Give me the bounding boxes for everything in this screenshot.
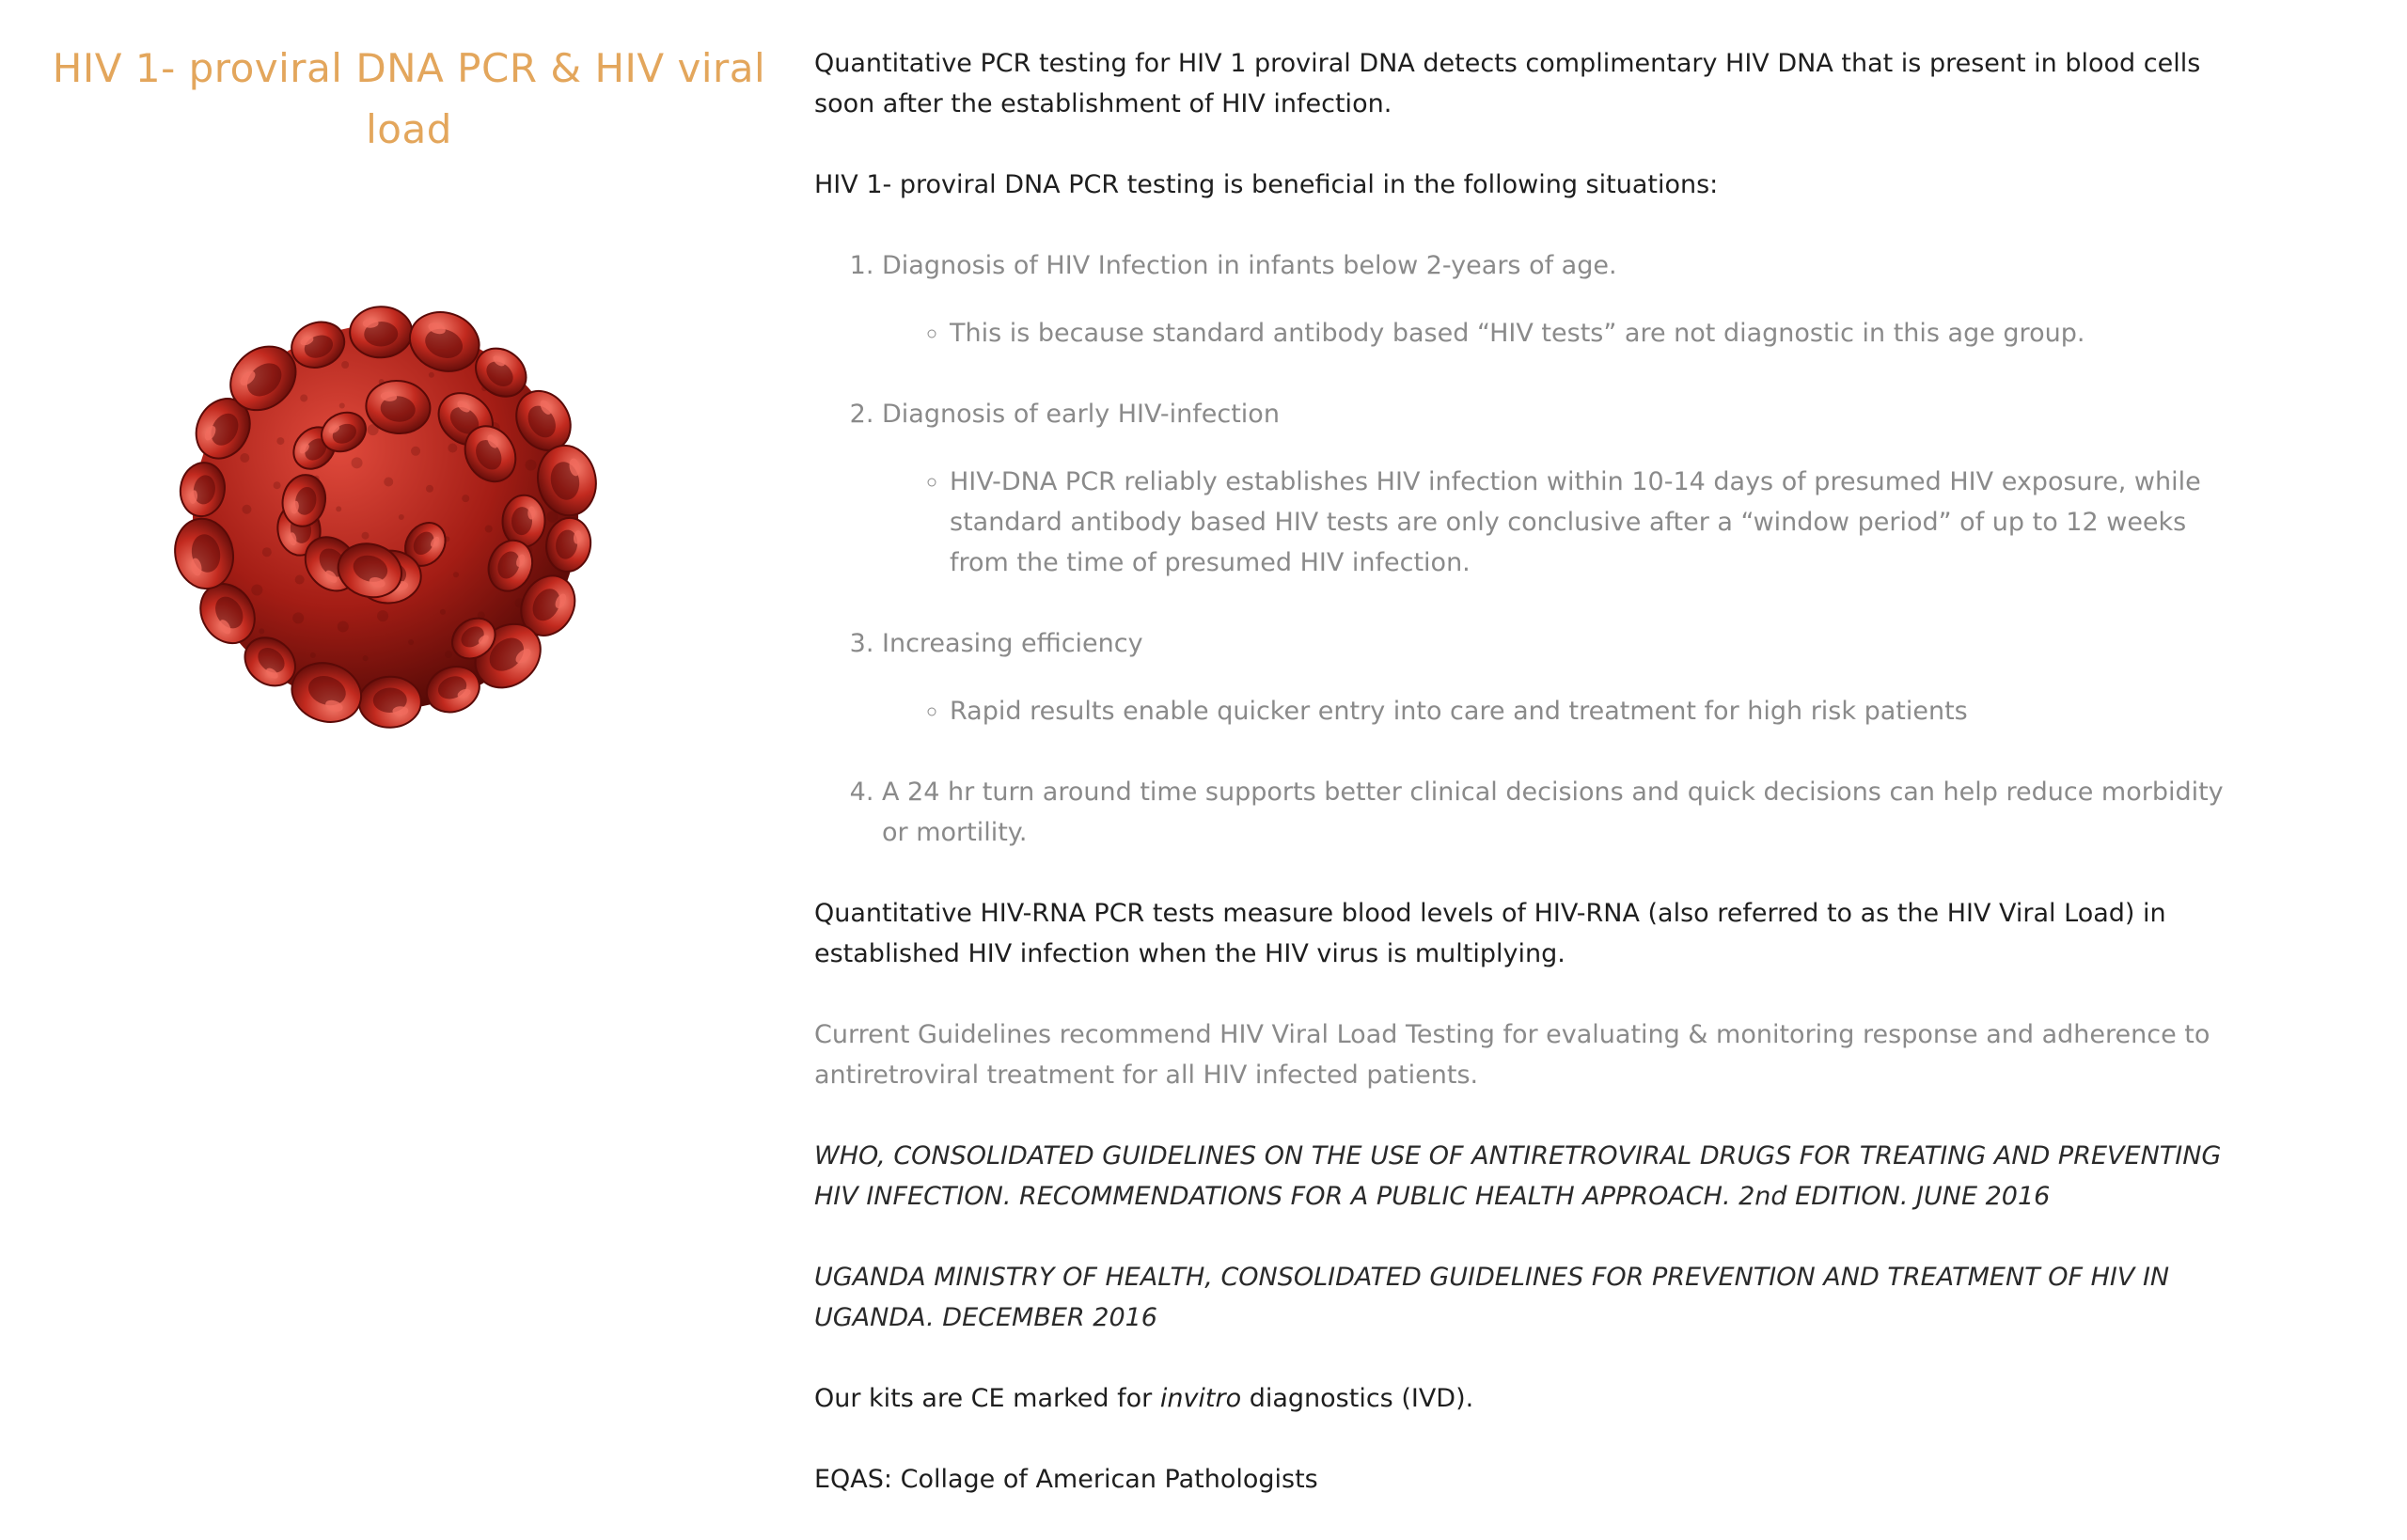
ce-mark-emphasis: invitro (1159, 1384, 1242, 1413)
situation-item (882, 394, 2243, 583)
situation-subitem: ◦ HIV-DNA PCR reliably establishes HIV infection within 10-14 days of presumed HIV exposure, while standard antibody based HIV tests are only conclusive after a “window period” of up to 12 weeks from the time of presumed HIV infection. (950, 462, 2243, 583)
situation-text: Diagnosis of HIV Infection in infants below 2-years of age. (882, 251, 1617, 280)
situation-item (882, 772, 2243, 853)
left-column (38, 38, 780, 160)
situation-sublist (882, 313, 2243, 354)
situation-sublist (882, 462, 2243, 583)
eqas-paragraph: EQAS: Collage of American Pathologists (814, 1465, 1318, 1494)
situation-item (882, 245, 2243, 354)
rna-paragraph: Quantitative HIV-RNA PCR tests measure blood levels of HIV-RNA (also referred to as the HIV Viral Load) in established HIV infection when the HIV virus is multiplying. (814, 899, 2166, 968)
ce-mark-paragraph (814, 1378, 2243, 1419)
situation-subitem: ◦ Rapid results enable quicker entry into care and treatment for high risk patients (950, 691, 2243, 731)
situation-sublist (882, 691, 2243, 731)
situations-heading: HIV 1- proviral DNA PCR testing is beneficial in the following situations: (814, 170, 1719, 199)
intro-paragraph: Quantitative PCR testing for HIV 1 proviral DNA detects complimentary HIV DNA that is present in blood cells soon after the establishment of HIV infection. (814, 49, 2201, 118)
situation-item (882, 623, 2243, 731)
situation-subitem: ◦ This is because standard antibody based “HIV tests” are not diagnostic in this age group. (950, 313, 2243, 354)
guidelines-paragraph: Current Guidelines recommend HIV Viral Load Testing for evaluating & monitoring response and adherence to antiretroviral treatment for all HIV infected patients. (814, 1020, 2210, 1090)
page-title: HIV 1- proviral DNA PCR & HIV viral load (52, 45, 766, 152)
main-content (814, 43, 2243, 1540)
reference-uganda: UGANDA MINISTRY OF HEALTH, CONSOLIDATED GUIDELINES FOR PREVENTION AND TREATMENT OF HIV IN UGANDA. DECEMBER 2016 (814, 1263, 2170, 1332)
ce-mark-text: Our kits are CE marked for (814, 1384, 1160, 1413)
virus-icon (85, 216, 686, 818)
reference-who: WHO, CONSOLIDATED GUIDELINES ON THE USE OF ANTIRETROVIRAL DRUGS FOR TREATING AND PREVENTING HIV INFECTION. RECOMMENDATIONS FOR A PUBLIC HEALTH APPROACH. 2nd EDITION. JUNE 2016 (814, 1141, 2222, 1211)
situation-text: A 24 hr turn around time supports better clinical decisions and quick decisions can help reduce morbidity or mortility. (882, 778, 2224, 847)
situations-list (814, 245, 2243, 853)
situation-text: Diagnosis of early HIV-infection (882, 400, 1280, 429)
ce-mark-text-end: diagnostics (IVD). (1241, 1384, 1474, 1413)
situation-text: Increasing efficiency (882, 629, 1143, 658)
